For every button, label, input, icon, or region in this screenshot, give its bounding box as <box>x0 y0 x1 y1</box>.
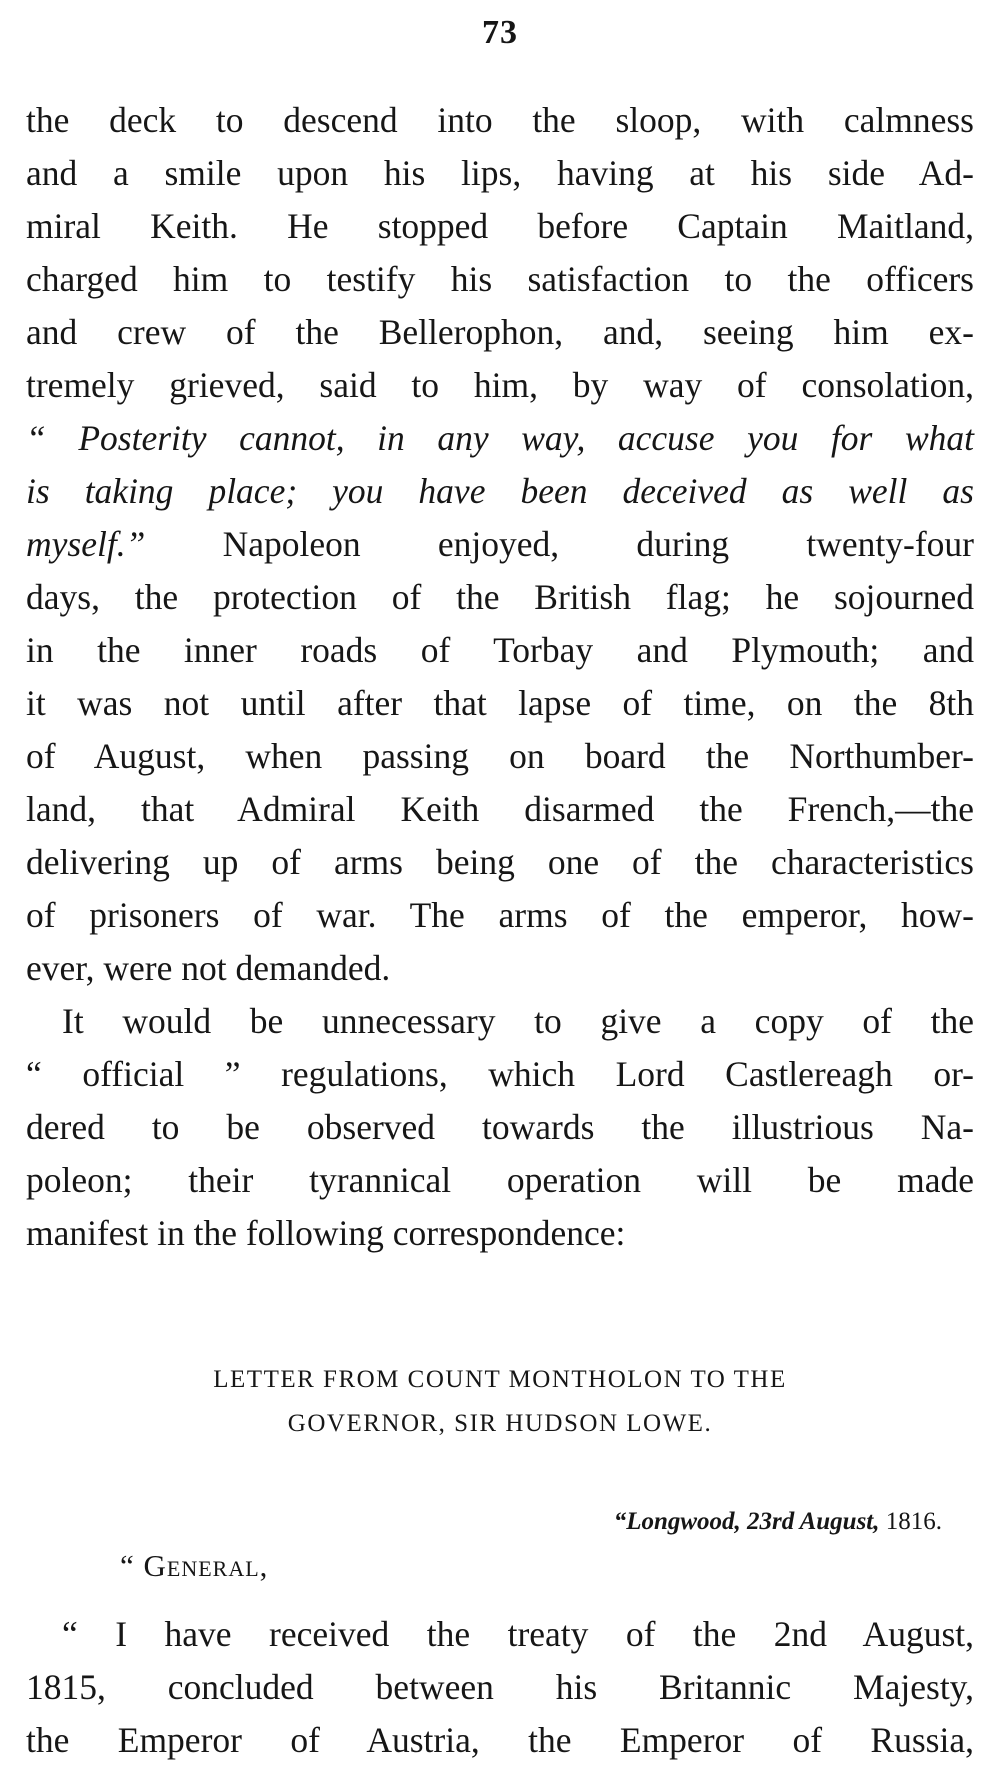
text-line: poleon; their tyrannical operation will be made <box>26 1160 974 1200</box>
letter-text <box>26 1608 974 1767</box>
text-line: of prisoners of war. The arms of the emperor, how- <box>26 895 974 935</box>
text-line: ever, were not demanded. <box>26 948 391 988</box>
text-line: of August, when passing on board the Northumber- <box>26 736 974 776</box>
text-line: tremely grieved, said to him, by way of consolation, <box>26 365 974 405</box>
letter-salutation: “ General, <box>120 1548 269 1583</box>
text-line: the Emperor of Austria, the Emperor of Russia, <box>26 1720 974 1760</box>
text-line: it was not until after that lapse of time, on the 8th <box>26 683 974 723</box>
text-line: and crew of the Bellerophon, and, seeing him ex- <box>26 312 974 352</box>
text-line: delivering up of arms being one of the characteristics <box>26 842 974 882</box>
text-line: days, the protection of the British flag; he sojourned <box>26 577 974 617</box>
letter-heading <box>0 1358 1000 1446</box>
text-line: charged him to testify his satisfaction to the officers <box>26 259 974 299</box>
letter-heading-line: GOVERNOR, SIR HUDSON LOWE. <box>287 1410 713 1437</box>
letter-dateline <box>614 1508 942 1536</box>
text-line: dered to be observed towards the illustrious Na- <box>26 1107 974 1147</box>
quoted-text-line: “ Posterity cannot, in any way, accuse you for what <box>26 418 974 458</box>
text-line: manifest in the following correspondence: <box>26 1213 626 1253</box>
dateline-place-date: “Longwood, 23rd August, <box>613 1508 880 1535</box>
text-line: in the inner roads of Torbay and Plymouth; and <box>26 630 974 670</box>
paragraph-start-line: It would be unnecessary to give a copy of the <box>62 1001 974 1041</box>
dateline-year: 1816. <box>885 1508 942 1535</box>
quoted-text-line: is taking place; you have been deceived as well as <box>26 471 974 511</box>
text-line: and a smile upon his lips, having at his side Ad- <box>26 153 974 193</box>
text-line: miral Keith. He stopped before Captain Maitland, <box>26 206 974 246</box>
text-line: “ official ” regulations, which Lord Castlereagh or- <box>26 1054 974 1094</box>
page-number: 73 <box>482 14 518 51</box>
text-line <box>26 518 974 571</box>
text-line: 1815, concluded between his Britannic Majesty, <box>26 1667 974 1707</box>
narrative-text <box>26 94 974 1260</box>
text-fragment: Napoleon enjoyed, during twenty-four <box>145 524 974 564</box>
paragraph-start-line: “ I have received the treaty of the 2nd August, <box>62 1614 974 1654</box>
letter-heading-line: LETTER FROM COUNT MONTHOLON TO THE <box>213 1366 787 1393</box>
quoted-text-fragment: myself.” <box>26 524 146 564</box>
text-line: land, that Admiral Keith disarmed the French,—the <box>26 789 974 829</box>
text-line: the deck to descend into the sloop, with calmness <box>26 100 974 140</box>
